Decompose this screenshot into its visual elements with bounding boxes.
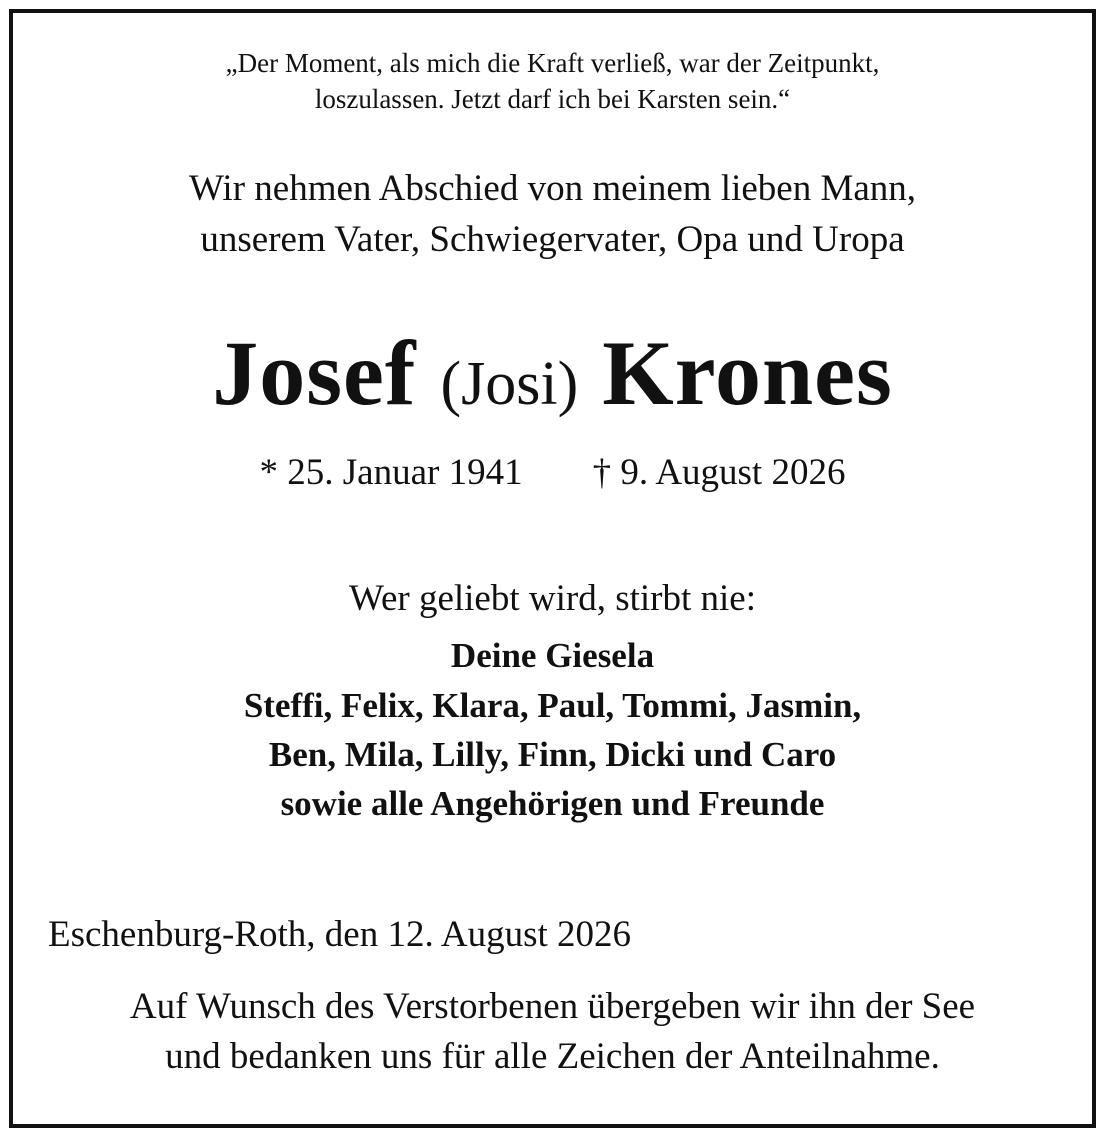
mourner-line-1: Deine Giesela xyxy=(450,636,655,675)
mourner-line-3: Ben, Mila, Lilly, Finn, Dicki und Caro xyxy=(268,735,837,774)
deceased-name xyxy=(0,322,1105,424)
nickname: (Josi) xyxy=(440,350,579,418)
first-name: Josef xyxy=(212,322,417,424)
motto: Wer geliebt wird, stirbt nie: xyxy=(349,578,756,619)
place-and-date: Eschenburg-Roth, den 12. August 2026 xyxy=(48,914,632,955)
mourner-line-2: Steffi, Felix, Klara, Paul, Tommi, Jasmin, xyxy=(243,686,862,725)
closing-line-1: Auf Wunsch des Verstorbenen übergeben wir ihn der See xyxy=(129,986,976,1027)
intro-line-2: unserem Vater, Schwiegervater, Opa und Uropa xyxy=(200,219,905,260)
mourner-line-4: sowie alle Angehörigen und Freunde xyxy=(280,784,825,823)
intro-line-1: Wir nehmen Abschied von meinem lieben Mann, xyxy=(188,168,917,209)
quote-line-2: loszulassen. Jetzt darf ich bei Karsten sein.“ xyxy=(314,84,791,114)
birth-date: * 25. Januar 1941 xyxy=(259,452,523,493)
last-name: Krones xyxy=(602,322,893,424)
closing-line-2: und bedanken uns für alle Zeichen der Anteilnahme. xyxy=(165,1036,940,1077)
life-dates xyxy=(0,454,1105,491)
death-date: † 9. August 2026 xyxy=(592,452,846,493)
quote-line-1: „Der Moment, als mich die Kraft verließ, war der Zeitpunkt, xyxy=(225,48,880,78)
